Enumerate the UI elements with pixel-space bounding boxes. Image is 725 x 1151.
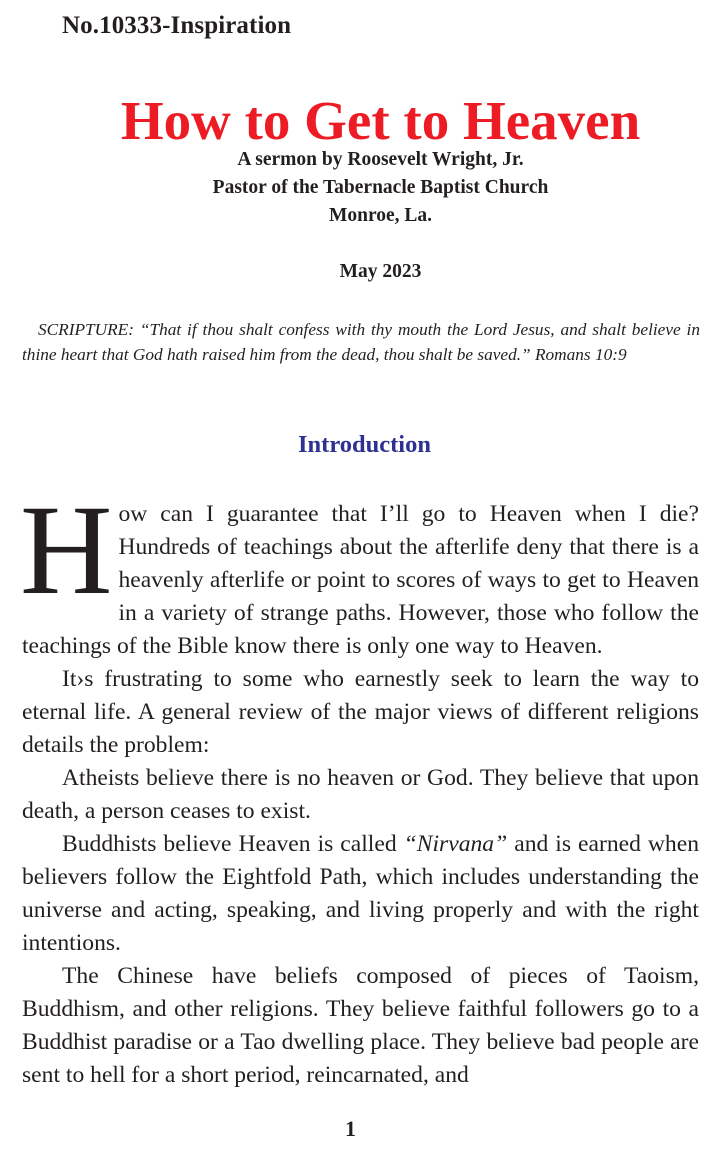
paragraph-5: The Chinese have beliefs composed of pieces of Taoism, Buddhism, and other religions. They believe faithful followers go to a Buddhist paradise or a Tao dwelling place. They believe bad people are sent to hell for a short period, reincarnated, and (22, 963, 699, 1088)
paragraph-1-text: ow can I guarantee that I’ll go to Heaven when I die?Hundreds of teachings about the afterlife deny that there is a heavenly afterlife or point to scores of ways to get to Heaven in a variety of strange paths. However, those who follow the teachings of the Bible know there is only one way to Heaven. (22, 501, 699, 659)
paragraph-4-start: Buddhists believe Heaven is called (62, 831, 404, 857)
page-title: How to Get to Heaven (120, 90, 641, 151)
paragraph-4 (22, 828, 699, 960)
paragraph-4-end: and is earned when believers follow the Eightfold Path, which includes understanding the universe and acting, speaking, and living properly and with the right intentions. (22, 831, 699, 956)
location-line: Monroe, La. (328, 205, 433, 226)
paragraph-3: Atheists believe there is no heaven or God. They believe that upon death, a person ceases to exist. (22, 765, 699, 824)
issue-label: No.10333-Inspiration (62, 12, 292, 39)
author-line: A sermon by Roosevelt Wright, Jr. (237, 149, 524, 170)
paragraph-2: It›s frustrating to some who earnestly seek to learn the way to eternal life. A general review of the major views of different religions details the problem: (22, 666, 699, 758)
date-line: May 2023 (339, 261, 422, 282)
page-number: 1 (345, 1116, 356, 1141)
section-heading: Introduction (298, 431, 431, 458)
paragraph-1 (20, 479, 699, 663)
drop-cap: H (20, 479, 113, 621)
body-text (20, 479, 699, 1092)
nirvana-term: “Nirvana” (403, 831, 508, 857)
scripture-quote: SCRIPTURE: “That if thou shalt confess with thy mouth the Lord Jesus, and shalt believe in thine heart that God hath raised him from the dead, thou shalt be saved.” Romans 10:9 (22, 320, 700, 364)
pastor-line: Pastor of the Tabernacle Baptist Church (212, 177, 549, 198)
